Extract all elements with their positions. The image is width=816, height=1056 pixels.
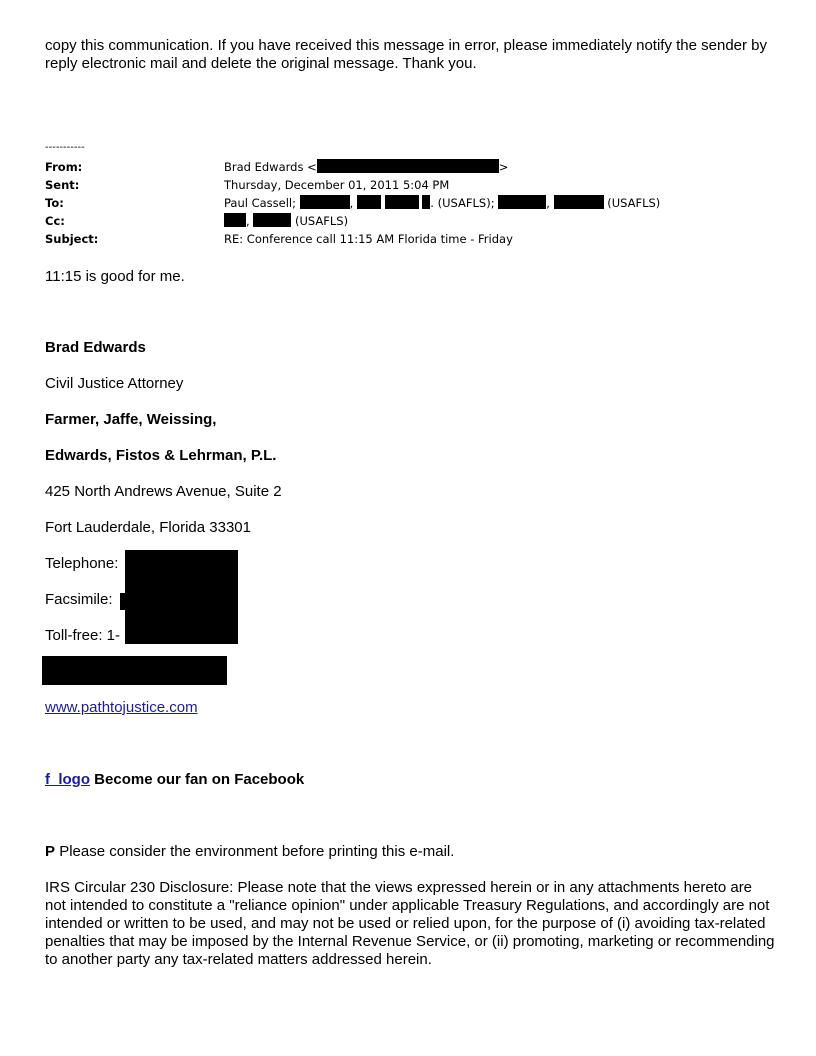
to-usafls-1: . (USAFLS); bbox=[430, 196, 495, 210]
sent-value: Thursday, December 01, 2011 5:04 PM bbox=[224, 178, 450, 192]
cc-label: Cc: bbox=[45, 214, 65, 228]
from-value bbox=[224, 158, 508, 176]
redaction-block bbox=[42, 656, 227, 685]
redaction-bar bbox=[357, 195, 381, 209]
signature-firm-line-1: Farmer, Jaffe, Weissing, bbox=[45, 411, 217, 428]
website-link[interactable]: www.pathtojustice.com bbox=[45, 699, 198, 716]
cc-sep: , bbox=[246, 214, 250, 228]
redaction-bar bbox=[317, 159, 499, 173]
facebook-logo-link[interactable]: f_logo bbox=[45, 771, 90, 788]
intro-paragraph: copy this communication. If you have received this message in error, please immediately notify the sender by reply electronic mail and delete the original message. Thank you. bbox=[45, 37, 768, 72]
signature-title: Civil Justice Attorney bbox=[45, 375, 184, 392]
sent-label: Sent: bbox=[45, 178, 80, 192]
telephone-label: Telephone: bbox=[45, 555, 119, 572]
to-label: To: bbox=[45, 196, 64, 210]
redaction-bar bbox=[498, 195, 546, 209]
subject-label: Subject: bbox=[45, 232, 99, 246]
redaction-block bbox=[125, 550, 238, 644]
signature-firm-line-2: Edwards, Fistos & Lehrman, P.L. bbox=[45, 447, 277, 464]
from-label: From: bbox=[45, 160, 83, 174]
redaction-bar bbox=[253, 213, 291, 227]
redaction-bar bbox=[120, 593, 130, 610]
environment-letter: P bbox=[45, 843, 56, 860]
signature-address-1: 425 North Andrews Avenue, Suite 2 bbox=[45, 483, 282, 500]
cc-usafls: (USAFLS) bbox=[294, 214, 349, 228]
to-usafls-2: (USAFLS) bbox=[607, 196, 661, 210]
subject-value: RE: Conference call 11:15 AM Florida time - Friday bbox=[224, 232, 513, 246]
to-recipient-1: Paul Cassell; bbox=[224, 196, 297, 210]
redaction-bar bbox=[554, 195, 604, 209]
from-name: Brad Edwards < bbox=[224, 160, 317, 174]
facebook-text: Become our fan on Facebook bbox=[94, 771, 305, 788]
cc-value bbox=[224, 212, 348, 230]
irs-disclosure: IRS Circular 230 Disclosure: Please note that the views expressed herein or in any attachments hereto are not intended to constitute a "reliance opinion" under applicable Treasury Regulations, and accordingly are not intended or written to be used, and may not be used or relied upon, for the purpose of (i) avoiding tax-related penalties that may be imposed by the Internal Revenue Service, or (ii) promoting, marketing or recommending to another party any tax-related matters addressed herein. bbox=[45, 879, 775, 968]
redaction-bar bbox=[300, 195, 350, 209]
to-sep-1: , bbox=[349, 196, 354, 210]
environment-line bbox=[45, 843, 454, 861]
facsimile-label: Facsimile: bbox=[45, 591, 113, 608]
tollfree-label: Toll-free: 1- bbox=[45, 627, 121, 644]
to-sep-2: , bbox=[546, 196, 550, 210]
from-close: > bbox=[498, 160, 509, 174]
redaction-bar bbox=[385, 195, 419, 209]
signature-name: Brad Edwards bbox=[45, 339, 146, 356]
header-separator: ----------- bbox=[45, 142, 85, 153]
message-body: 11:15 is good for me. bbox=[45, 268, 185, 285]
to-value bbox=[224, 194, 660, 212]
environment-text: Please consider the environment before printing this e-mail. bbox=[59, 843, 455, 860]
facebook-line bbox=[45, 771, 304, 789]
redaction-bar bbox=[224, 213, 246, 227]
signature-address-2: Fort Lauderdale, Florida 33301 bbox=[45, 519, 251, 536]
